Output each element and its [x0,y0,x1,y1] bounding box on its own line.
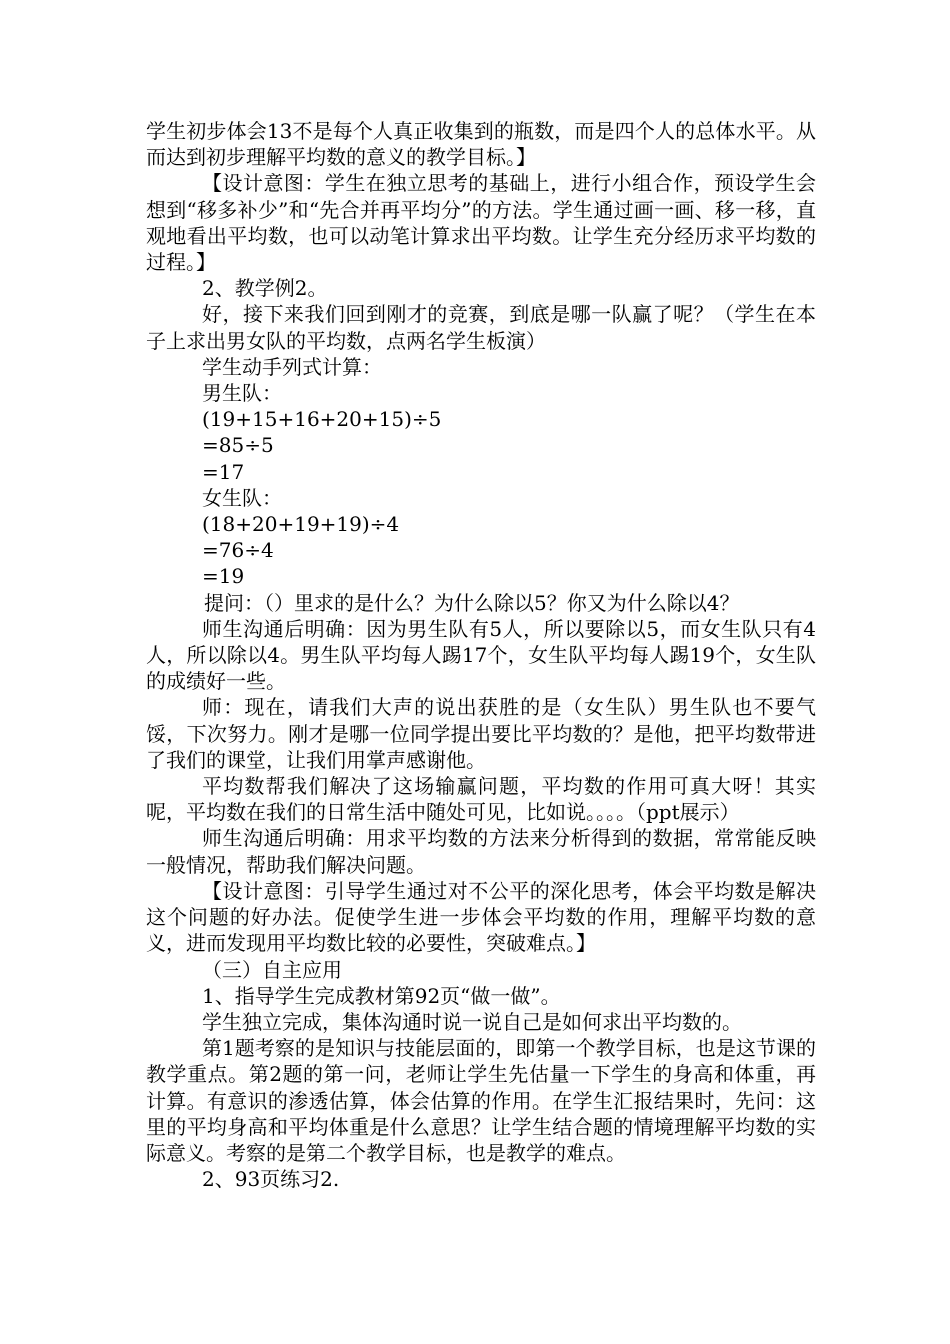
paragraph-competition-question: 好，接下来我们回到刚才的竞赛，到底是哪一队赢了呢？（学生在本子上求出男女队的平均数，点两名学生板演） [146,302,816,353]
paragraph-exercise-2: 2、93页练习2. [202,1167,340,1192]
paragraph-intro-summary: 学生初步体会13不是每个人真正收集到的瓶数，而是四个人的总体水平。从而达到初步理解平均数的意义的教学目标。】 [146,119,816,170]
document-body [146,118,816,1192]
paragraph-exercise-analysis: 第1题考察的是知识与技能层面的，即第一个教学目标，也是这节课的教学重点。第2题的第一问，老师让学生先估量一下学生的身高和体重，再计算。有意识的渗透估算，体会估算的作用。在学生汇报结果时，先问：这里的平均身高和平均体重是什么意思？让学生结合题的情境理解平均数的实际意义。考察的是第二个教学目标，也是教学的难点。 [146,1036,816,1165]
paragraph-design-intent-2: 【设计意图：引导学生通过对不公平的深化思考，体会平均数是解决这个问题的好办法。促使学生进一步体会平均数的作用，理解平均数的意义，进而发现用平均数比较的必要性，突破难点。】 [146,878,816,956]
paragraph-design-intent-1: 【设计意图：学生在独立思考的基础上，进行小组合作，预设学生会想到“移多补少”和“先合并再平均分”的方法。学生通过画一画、移一移，直观地看出平均数，也可以动笔计算求出平均数。让学生充分经历求平均数的过程。】 [146,171,816,275]
formula-boys-result: =17 [202,459,245,484]
formula-boys-label: 男生队： [202,381,282,406]
formula-girls-step-1: (18+20+19+19)÷4 [202,512,400,537]
paragraph-clarification-2: 师生沟通后明确：用求平均数的方法来分析得到的数据，常常能反映一般情况，帮助我们解决问题。 [146,826,816,877]
formula-girls-step-2: =76÷4 [202,538,274,563]
paragraph-independent-work: 学生独立完成，集体沟通时说一说自己是如何求出平均数的。 [202,1009,742,1034]
formula-girls-result: =19 [202,564,245,589]
section-heading-application: （三）自主应用 [202,957,342,982]
formula-girls-label: 女生队： [202,485,282,510]
paragraph-exercise-1: 1、指导学生完成教材第92页“做一做”。 [202,983,561,1008]
paragraph-average-usage: 平均数帮我们解决了这场输赢问题，平均数的作用可真大呀！其实呢，平均数在我们的日常生活中随处可见，比如说。。。。（ppt展示） [146,774,816,825]
paragraph-teacher-remark: 师：现在，请我们大声的说出获胜的是（女生队）男生队也不要气馁，下次努力。刚才是哪一位同学提出要比平均数的？是他，把平均数带进了我们的课堂，让我们用掌声感谢他。 [146,695,816,772]
paragraph-example-2-heading: 2、教学例2。 [202,276,328,301]
formula-boys-step-2: =85÷5 [202,433,274,458]
paragraph-student-calc-intro: 学生动手列式计算： [202,354,382,379]
paragraph-clarification-1: 师生沟通后明确：因为男生队有5人，所以要除以5，而女生队只有4人，所以除以4。男生队平均每人踢17个，女生队平均每人踢19个，女生队的成绩好一些。 [146,616,816,694]
formula-boys-step-1: (19+15+16+20+15)÷5 [202,407,442,432]
paragraph-question-prompt: 提问：（）里求的是什么？为什么除以5？你又为什么除以4？ [204,590,740,615]
